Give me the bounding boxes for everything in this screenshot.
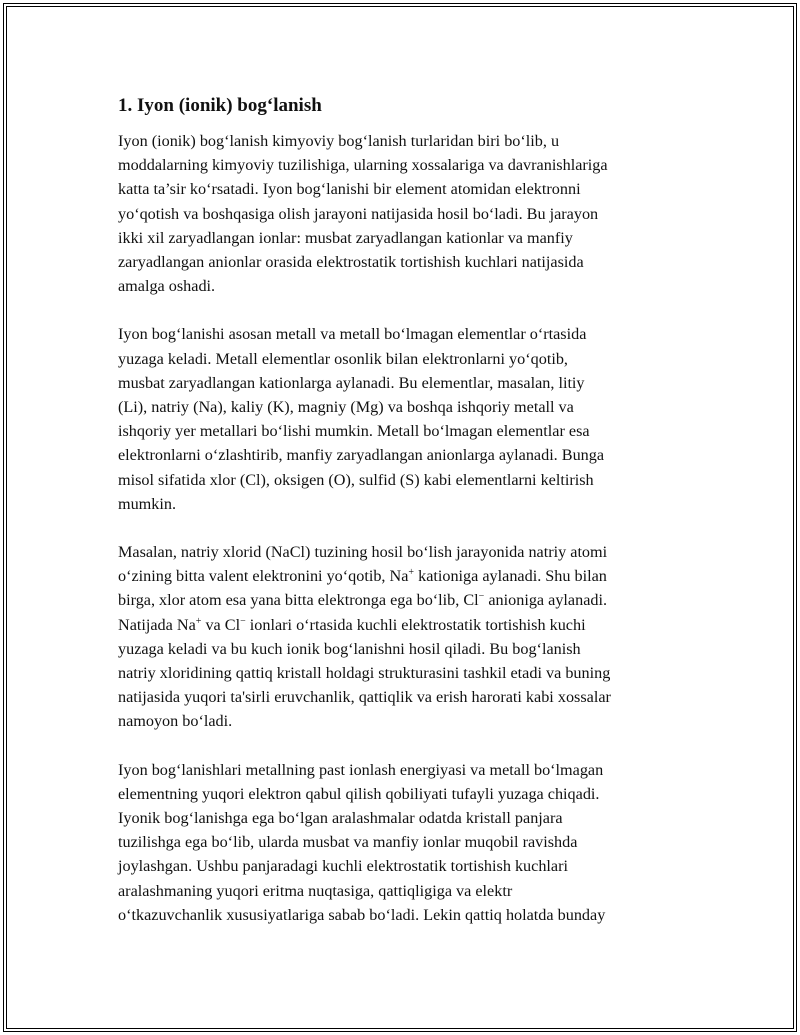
- text-line: katta ta’sir ko‘rsatadi. Iyon bog‘lanishi bir element atomidan elektronni: [118, 180, 581, 199]
- charge-superscript: −: [240, 615, 246, 627]
- text-line: yuzaga keladi. Metall elementlar osonlik bilan elektronlarni yo‘qotib,: [118, 349, 568, 368]
- text-line: ishqoriy yer metallari bo‘lishi mumkin. Metall bo‘lmagan elementlar esa: [118, 422, 590, 441]
- text-line: Iyon bog‘lanishi asosan metall va metall bo‘lmagan elementlar o‘rtasida: [118, 325, 587, 344]
- text-line: yuzaga keladi va bu kuch ionik bog‘lanishni hosil qiladi. Bu bog‘lanish: [118, 639, 581, 658]
- text-segment: o‘zining bitta valent elektronini yo‘qotib, Na: [118, 567, 409, 586]
- paragraph-4: [118, 758, 678, 927]
- text-segment: birga, xlor atom esa yana bitta elektronga ega bo‘lib, Cl: [118, 591, 479, 610]
- text-line: amalga oshadi.: [118, 277, 216, 296]
- document-body: [118, 93, 678, 951]
- text-line: ikki xil zaryadlangan ionlar: musbat zaryadlangan kationlar va manfiy: [118, 228, 573, 247]
- text-line: [118, 613, 678, 637]
- text-line: Iyon bog‘lanishlari metallning past ionlash energiyasi va metall bo‘lmagan: [118, 760, 604, 779]
- charge-superscript: −: [478, 591, 485, 603]
- text-segment: va Cl: [201, 615, 241, 634]
- text-segment: kationiga aylanadi. Shu bilan: [414, 567, 607, 586]
- text-line: elementning yuqori elektron qabul qilish qobiliyati tufayli yuzaga chiqadi.: [118, 784, 600, 803]
- paragraph-1: [118, 129, 678, 298]
- text-line: moddalarning kimyoviy tuzilishiga, ularning xossalariga va davranishlariga: [118, 156, 608, 175]
- text-line: o‘tkazuvchanlik xususiyatlariga sabab bo‘ladi. Lekin qattiq holatda bunday: [118, 905, 606, 924]
- text-line: elektronlarni o‘zlashtirib, manfiy zaryadlangan anionlarga aylanadi. Bunga: [118, 446, 605, 465]
- charge-superscript: +: [195, 615, 202, 627]
- text-line: Iyon (ionik) bog‘lanish kimyoviy bog‘lanish turlaridan biri bo‘lib, u: [118, 132, 560, 150]
- text-line: joylashgan. Ushbu panjaradagi kuchli elektrostatik tortishish kuchlari: [118, 857, 569, 876]
- text-line: tuzilishga ega bo‘lib, ularda musbat va manfiy ionlar muqobil ravishda: [118, 833, 578, 852]
- paragraph-3: [118, 540, 678, 734]
- section-heading: 1. Iyon (ionik) bog‘lanish: [118, 95, 322, 116]
- text-segment: anioniga aylanadi.: [484, 591, 608, 610]
- text-line: Masalan, natriy xlorid (NaCl) tuzining hosil bo‘lish jarayonida natriy atomi: [118, 543, 608, 562]
- charge-superscript: +: [408, 567, 415, 579]
- text-line: musbat zaryadlangan kationlarga aylanadi. Bu elementlar, masalan, litiy: [118, 373, 585, 392]
- text-line: [118, 588, 678, 612]
- text-line: natijasida yuqori ta'sirli eruvchanlik, qattiqlik va erish harorati kabi xossalar: [118, 688, 611, 707]
- text-line: zaryadlangan anionlar orasida elektrostatik tortishish kuchlari natijasida: [118, 253, 584, 272]
- text-line: namoyon bo‘ladi.: [118, 712, 233, 731]
- text-line: (Li), natriy (Na), kaliy (K), magniy (Mg) va boshqa ishqoriy metall va: [118, 398, 574, 417]
- text-line: mumkin.: [118, 494, 177, 513]
- text-line: natriy xloridining qattiq kristall holdagi strukturasini tashkil etadi va buning: [118, 664, 611, 683]
- text-segment: Natijada Na: [118, 615, 196, 634]
- paragraph-2: [118, 322, 678, 516]
- text-line: [118, 564, 678, 588]
- text-segment: ionlari o‘rtasida kuchli elektrostatik tortishish kuchi: [245, 615, 586, 634]
- text-line: misol sifatida xlor (Cl), oksigen (O), sulfid (S) kabi elementlarni keltirish: [118, 470, 594, 489]
- text-line: Iyonik bog‘lanishga ega bo‘lgan aralashmalar odatda kristall panjara: [118, 809, 563, 828]
- text-line: yo‘qotish va boshqasiga olish jarayoni natijasida hosil bo‘ladi. Bu jarayon: [118, 204, 599, 223]
- text-line: aralashmaning yuqori eritma nuqtasiga, qattiqligiga va elektr: [118, 881, 513, 900]
